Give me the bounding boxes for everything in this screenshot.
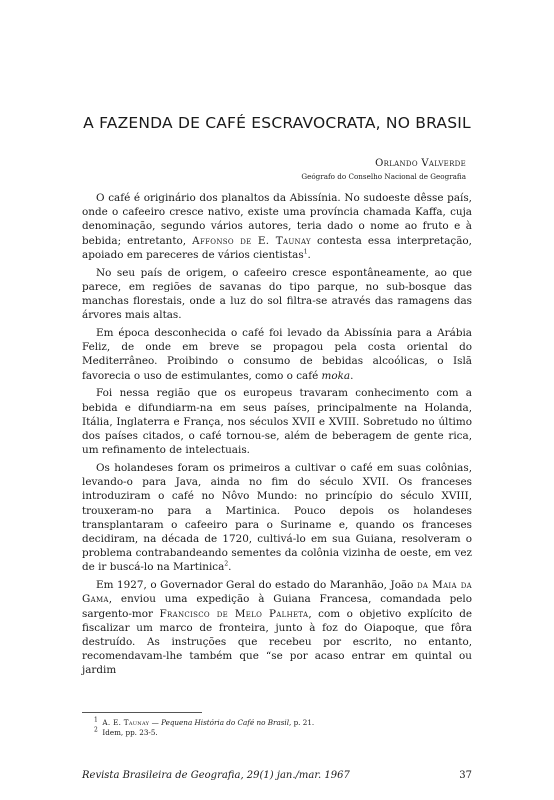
paragraph-1 — [82, 191, 472, 262]
cited-author: Affonso de E. Taunay — [192, 234, 311, 247]
paragraph-5 — [82, 461, 472, 575]
paragraph-4: Foi nessa região que os europeus travaram conhecimento com a bebida e difundiarm-na em seus países, principalmente na Holanda, Itália, Inglaterra e França, nos séculos XVII e XVIII. Sobretudo no último dos países citados, o café tornou-se, além de beberagem de gente rica, um refinamento de intelectuais. — [82, 387, 472, 457]
cited-name: Francisco de Melo Palheta — [159, 607, 309, 620]
journal-citation: Revista Brasileira de Geografia, 29(1) jan./mar. 1967 — [82, 770, 350, 781]
article-body — [82, 191, 472, 681]
page-number: 37 — [459, 770, 472, 781]
paragraph-text: Em época desconhecida o café foi levado da Abissínia para a Arábia Feliz, de onde em breve se propagou pela costa oriental do Mediterrâneo. Proibindo o consumo de bebidas alcoólicas, o Islã favorecia o uso de estimulantes, como o café — [82, 327, 472, 382]
footnote-2 — [82, 728, 472, 738]
footnote-separator: — — [149, 718, 162, 727]
footnote-author: A. E. Taunay — [102, 718, 150, 727]
paragraph-text: . — [228, 561, 232, 574]
footnote-work: Pequena História do Café no Brasil — [161, 718, 290, 727]
footnote-ref: 1 — [303, 248, 308, 256]
cited-name: da Maia da Gama — [82, 579, 472, 606]
paragraph-2: No seu país de origem, o cafeeiro cresce espontâneamente, ao que parece, em regiões de savanas do tipo parque, no sub-bosque das manchas florestais, onde a luz do sol filtra-se através das ramagens das árvores mais altas. — [82, 266, 472, 322]
paragraph-3 — [82, 326, 472, 383]
footnote-1 — [82, 718, 472, 728]
paragraph-text: . — [350, 369, 354, 382]
emphasis: moka — [321, 369, 351, 382]
paragraph-text: Os holandeses foram os primeiros a cultivar o café em suas colônias, levando-o para Java, ainda no fim do século XVII. Os franceses introduziram o café no Nôvo Mundo: no princípio do século XVIII, trouxeram-no para a Martinica. Pouco depois os holandeses transplantaram o cafeeiro para o Suriname e, quando os franceses decidiram, na década de 1720, cultivá-lo em sua Guiana, resolveram o problema contrabandeando sementes da colônia vizinha de oeste, em vez de ir buscá-lo na Martinica — [82, 462, 472, 574]
paragraph-text: , enviou uma expedição à Guiana Francesa, comandada pelo sargento-mor — [82, 593, 472, 620]
footnote-ref: 2 — [224, 560, 229, 568]
footnotes — [82, 718, 472, 737]
footnote-divider — [82, 712, 202, 713]
footnote-number: 1 — [94, 716, 98, 724]
paragraph-text: contesta essa interpretação, apoiado em pareceres de vários cientistas — [82, 234, 472, 261]
article-title: A FAZENDA DE CAFÉ ESCRAVOCRATA, NO BRASIL — [83, 114, 471, 132]
footnote-text: Idem, pp. 23-5. — [102, 727, 158, 737]
paragraph-text: . — [307, 248, 311, 261]
footnote-text: , p. 21. — [289, 718, 315, 727]
author-affiliation: Geógrafo do Conselho Nacional de Geografia — [301, 172, 466, 181]
paragraph-6 — [82, 578, 472, 677]
paragraph-text: Em 1927, o Governador Geral do estado do Maranhão, João — [96, 579, 417, 592]
paragraph-text: , com o objetivo explícito de fiscalizar um marco de fronteira, junto à foz do Oiapoque, que fôra destruído. As instruções que recebeu por escrito, no entanto, recomendavam-lhe também que “se por acaso entrar em quintal ou jardim — [82, 607, 472, 677]
author-name: Orlando Valverde — [375, 158, 466, 169]
footnote-number: 2 — [94, 726, 98, 734]
running-footer — [82, 770, 472, 781]
paragraph-text: O café é originário dos planaltos da Abissínia. No sudoeste dêsse país, onde o cafeeiro cresce nativo, existe uma província chamada Kaffa, cuja denominação, segundo vários autores, teria dado o nome ao fruto e à bebida; entretanto, — [82, 192, 472, 247]
